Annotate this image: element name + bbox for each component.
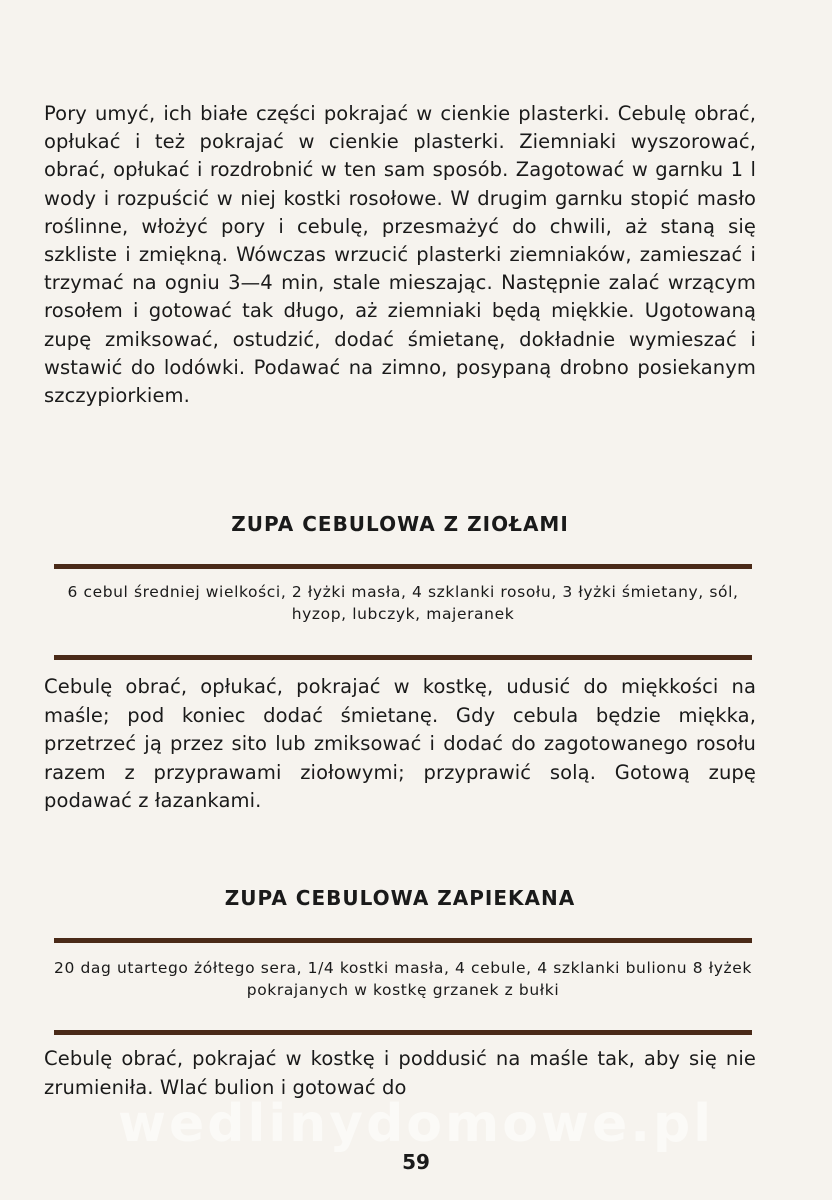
page-number: 59 [402, 1150, 430, 1174]
paragraph-previous-recipe-method: Pory umyć, ich białe części pokrajać w cienkie plasterki. Cebulę obrać, opłukać i też pokrajać w cienkie plasterki. Ziemniaki wyszorować, obrać, opłukać i rozdrobnić w ten sam sposób. Zagotować w garnku 1 l wody i rozpuścić w niej kostki rosołowe. W drugim garnku stopić masło roślinne, włożyć pory i cebulę, przesmażyć do chwili, aż staną się szkliste i zmiękną. Wówczas wrzucić plasterki ziemniaków, zamieszać i trzymać na ogniu 3—4 min, stale mieszając. Następnie zalać wrzącym rosołem i gotować tak długo, aż ziemniaki będą miękkie. Ugotowaną zupę zmiksować, ostudzić, dodać śmietanę, dokładnie wymieszać i wstawić do lodówki. Podawać na zimno, posypaną drobno posiekanym szczypiorkiem. [44, 102, 756, 408]
divider-rule [54, 1030, 752, 1035]
recipe-method: Cebulę obrać, opłukać, pokrajać w kostkę, udusić do miękkości na maśle; pod koniec dodać śmietanę. Gdy cebula będzie miękka, przetrzeć ją przez sito lub zmiksować i dodać do zagotowanego rosołu razem z przyprawami ziołowymi; przyprawić solą. Gotową zupę podawać z łazankami. [44, 675, 756, 813]
divider-rule [54, 938, 752, 943]
divider-rule [54, 655, 752, 660]
recipe-title-zupa-cebulowa-z-ziolami: ZUPA CEBULOWA Z ZIOŁAMI [231, 512, 569, 536]
divider-rule [54, 564, 752, 569]
recipe-method: Cebulę obrać, pokrajać w kostkę i poddusić na maśle tak, aby się nie zrumieniła. Wlać bulion i gotować do [44, 1047, 756, 1099]
ingredients-list: 6 cebul średniej wielkości, 2 łyżki masła, 4 szklanki rosołu, 3 łyżki śmietany, sól, hyzop, lubczyk, majeranek [67, 583, 739, 623]
ingredients-list: 20 dag utartego żółtego sera, 1/4 kostki masła, 4 cebule, 4 szklanki bulionu 8 łyżek pokrajanych w kostkę grzanek z bułki [54, 959, 752, 999]
watermark: wedlinydomowe.pl [117, 1094, 715, 1154]
recipe-title-zupa-cebulowa-zapiekana: ZUPA CEBULOWA ZAPIEKANA [224, 886, 576, 910]
